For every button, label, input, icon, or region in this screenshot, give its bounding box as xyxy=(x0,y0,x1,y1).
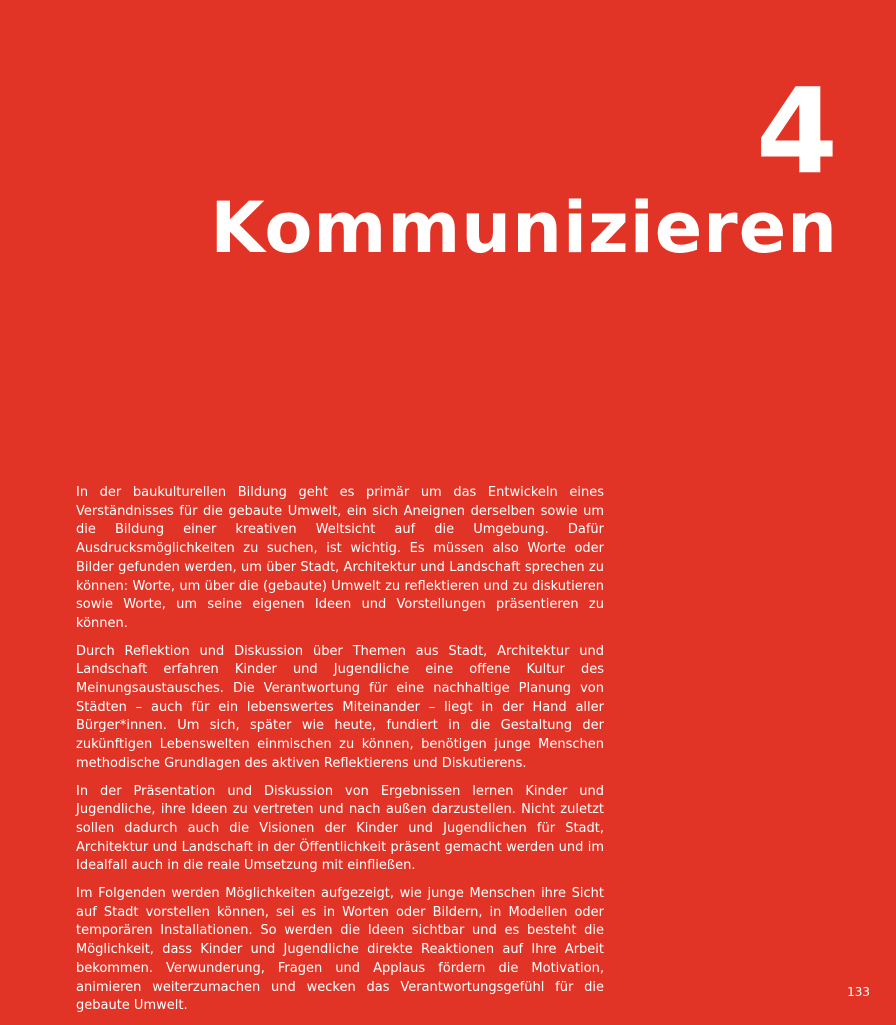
paragraph-3: In der Präsentation und Diskussion von Ergebnissen lernen Kinder und Jugendliche, ihre Ideen zu vertreten und nach außen darzustellen. Nicht zuletzt sollen dadurch auch die Visionen der Kinder und Jugendlichen für Stadt, Architektur und Landschaft in der Öffentlichkeit präsent gemacht werden und im Idealfall auch in die reale Umsetzung mit einfließen. xyxy=(76,783,604,874)
chapter-title: Kommunizieren xyxy=(210,187,838,269)
body-text xyxy=(76,484,604,1025)
page-number: 133 xyxy=(847,985,870,999)
paragraph-1: In der baukulturellen Bildung geht es primär um das Entwickeln eines Verständnisses für die gebaute Umwelt, ein sich Aneignen derselben sowie um die Bildung einer kreativen Weltsicht auf die Umgebung. Dafür Ausdrucksmöglichkeiten zu suchen, ist wichtig. Es müssen also Worte oder Bilder gefunden werden, um über Stadt, Architektur und Landschaft sprechen zu können: Worte, um über die (gebaute) Umwelt zu reflektieren und zu diskutieren sowie Worte, um seine eigenen Ideen und Vorstellungen präsentieren zu können. xyxy=(76,485,604,631)
chapter-number: 4 xyxy=(755,62,838,200)
paragraph-2: Durch Reflektion und Diskussion über Themen aus Stadt, Architektur und Landschaft erfahren Kinder und Jugendliche eine offene Kultur des Meinungsaustausches. Die Verantwortung für eine nachhaltige Planung von Städten – auch für ein lebenswertes Miteinander – liegt in der Hand aller Bürger*innen. Um sich, später wie heute, fundiert in die Gestaltung der zukünftigen Lebenswelten einmischen zu können, benötigen junge Menschen methodische Grundlagen des aktiven Reflektierens und Diskutierens. xyxy=(76,643,604,771)
paragraph-4: Im Folgenden werden Möglichkeiten aufgezeigt, wie junge Menschen ihre Sicht auf Stadt vorstellen können, sei es in Worten oder Bildern, in Modellen oder temporären Installationen. So werden die Ideen sichtbar und es besteht die Möglichkeit, dass Kinder und Jugendliche direkte Reaktionen auf Ihre Arbeit bekommen. Verwunderung, Fragen und Applaus fördern die Motivation, animieren weiterzumachen und wecken das Verantwortungsgefühl für die gebaute Umwelt. xyxy=(76,886,604,1014)
